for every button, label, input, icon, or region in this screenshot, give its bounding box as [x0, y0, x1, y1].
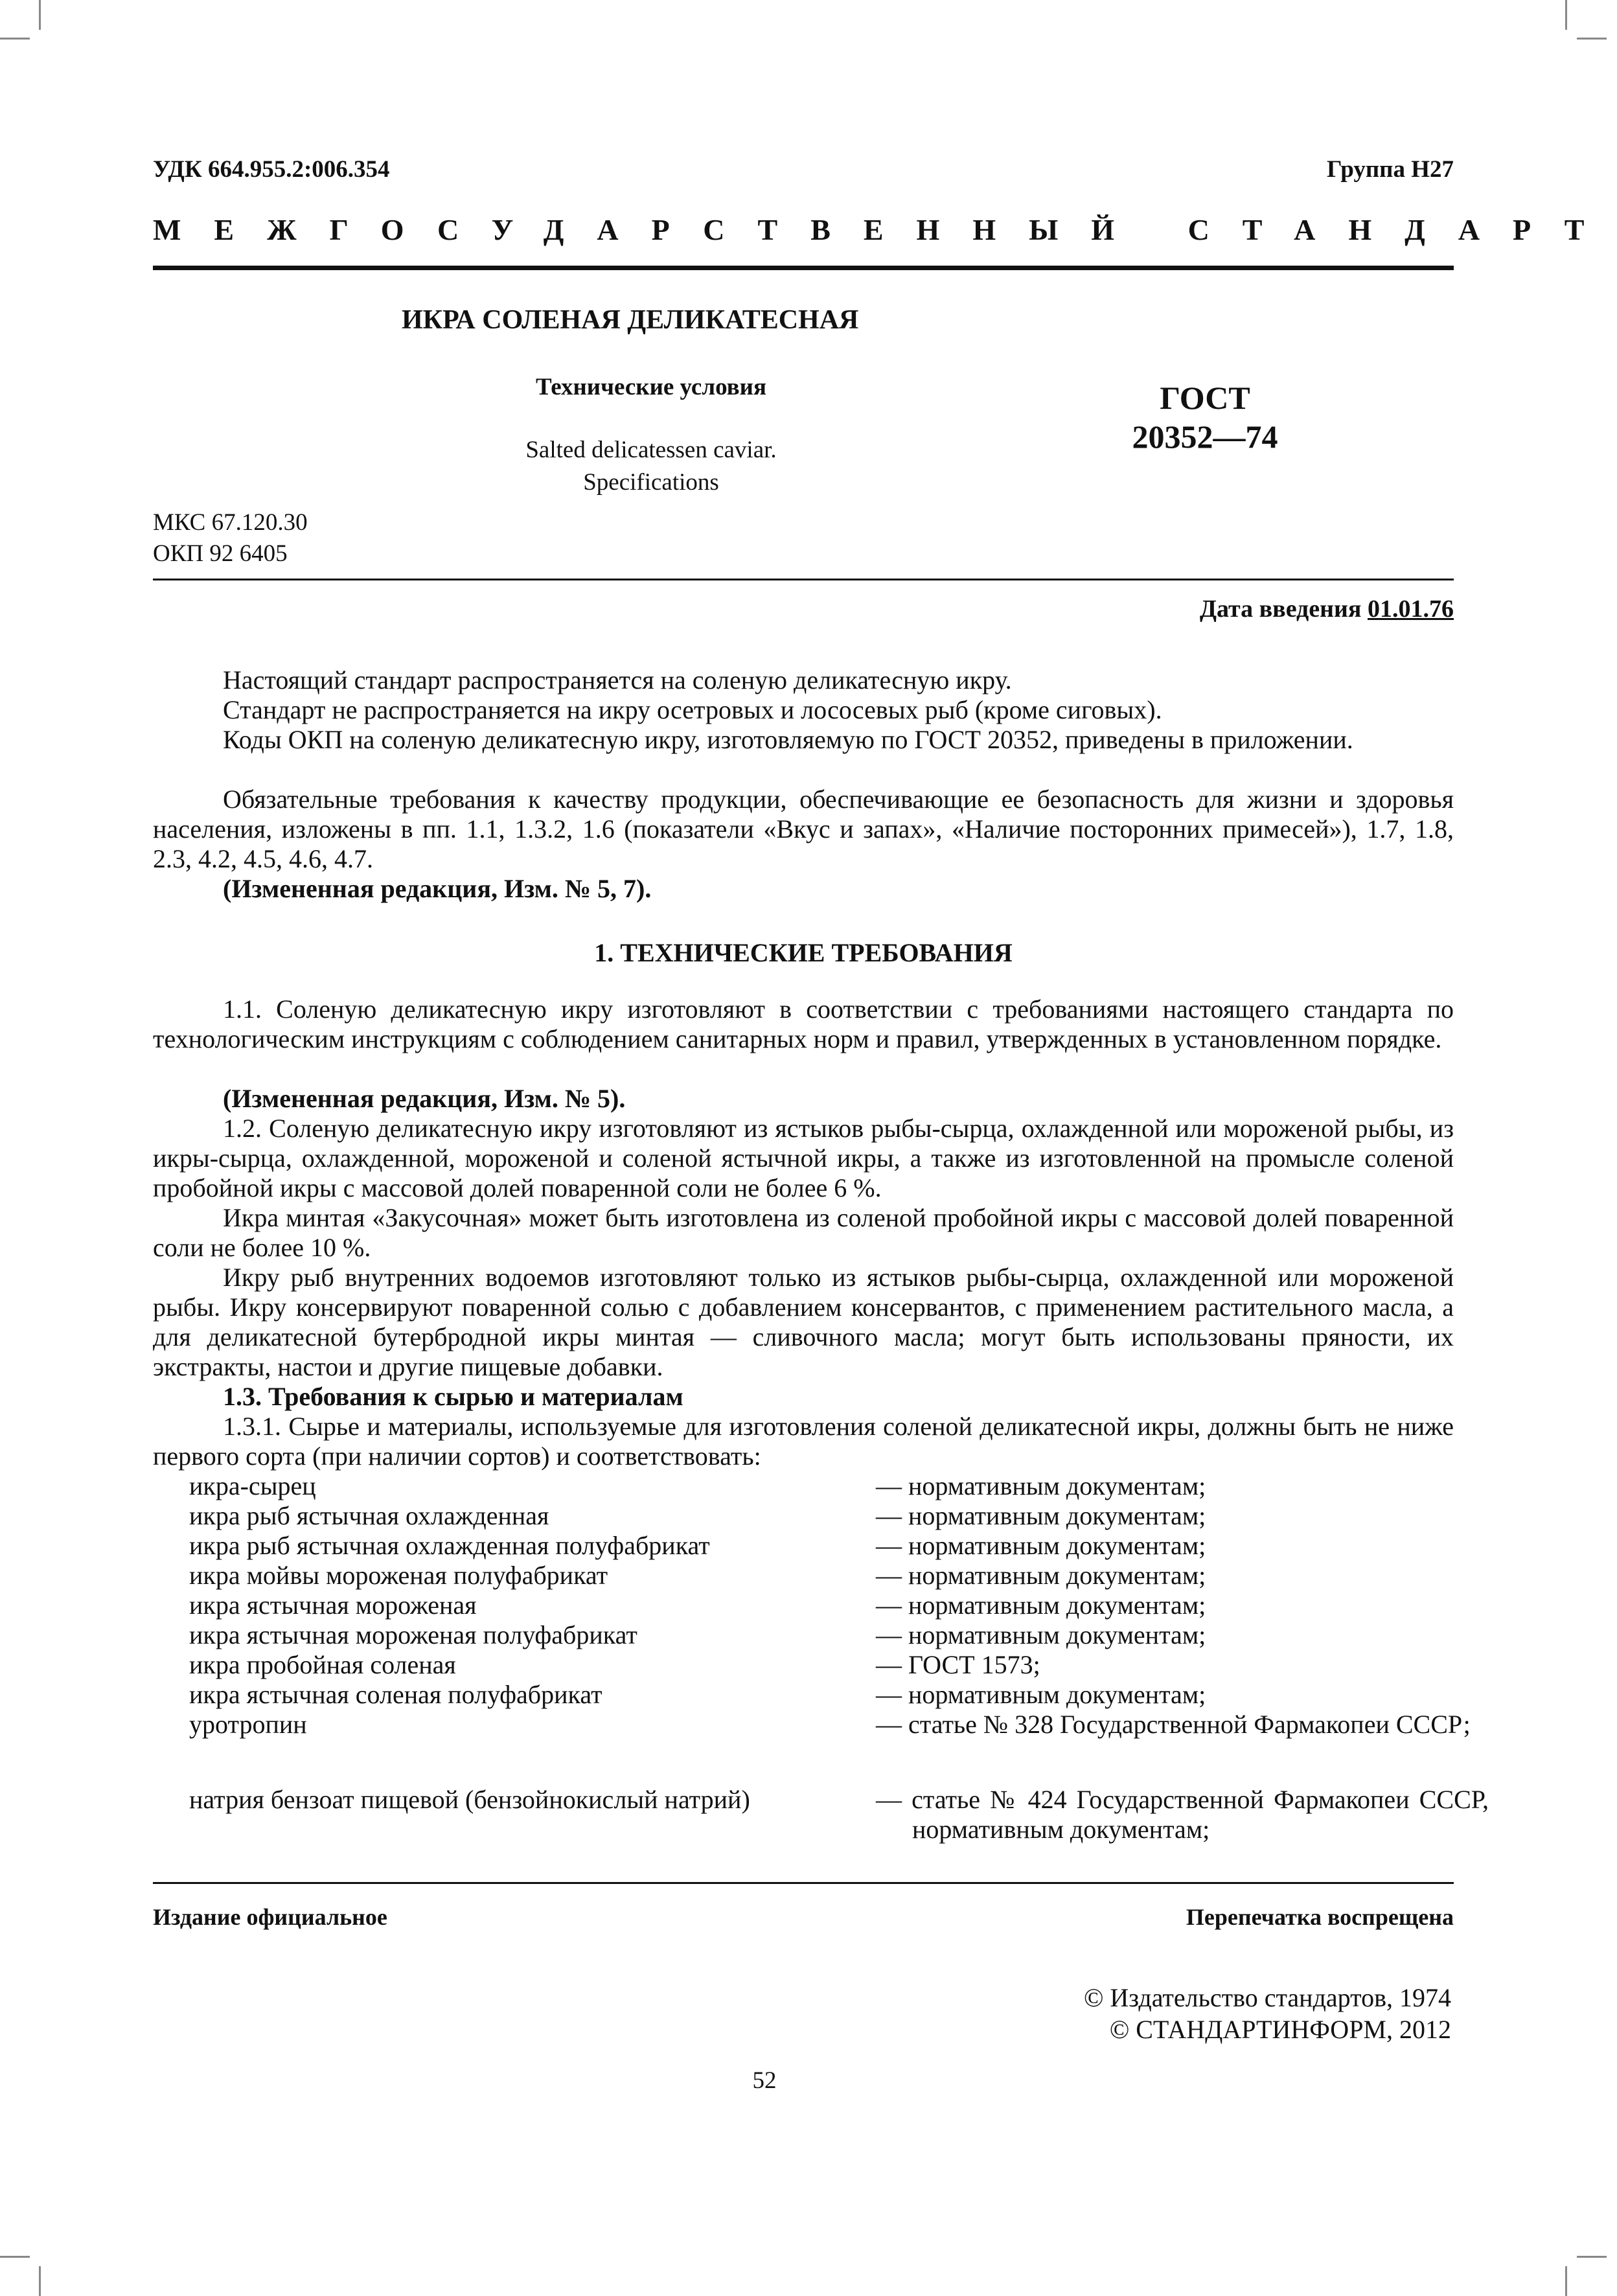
okp-code: ОКП 92 6405 — [153, 540, 288, 567]
english-title-line1: Salted delicatessen caviar. — [525, 437, 777, 463]
header-rule — [153, 266, 1454, 270]
intro-paragraph: Настоящий стандарт распространяется на соленую деликатесную икру. — [223, 665, 1012, 695]
clause-1-1: 1.1. Соленую деликатесную икру изготовляют в соответствии с требованиями настоящего стандарта по технологическим инструкциям с соблюдением санитарных норм и правил, утвержденных в установленном порядке. — [153, 994, 1454, 1053]
material-requirement: — нормативным документам; — [876, 1620, 1206, 1649]
crop-mark — [39, 2266, 41, 2296]
english-title-line2: Specifications — [583, 469, 719, 496]
title-rule — [153, 579, 1454, 580]
page-number: 52 — [752, 2067, 777, 2094]
crop-mark — [1577, 2256, 1607, 2258]
material-name: уротропин — [189, 1710, 307, 1739]
material-requirement: — нормативным документам; — [876, 1501, 1206, 1530]
group-code: Группа Н27 — [1327, 156, 1454, 183]
material-requirement: — нормативным документам; — [876, 1680, 1206, 1709]
gost-number: 20352—74 — [1132, 419, 1278, 455]
material-name: икра мойвы мороженая полуфабрикат — [189, 1561, 608, 1590]
material-name: икра рыб ястычная охлажденная — [189, 1501, 549, 1530]
intro-date — [1200, 595, 1454, 623]
document-subtitle: Технические условия — [536, 374, 766, 400]
crop-mark — [0, 2256, 30, 2258]
intro-paragraph: Обязательные требования к качеству продукции, обеспечивающие ее безопасность для жизни и здоровья населения, изложены в пп. 1.1, 1.3.2, 1.6 (показатели «Вкус и запах», «Наличие посторонних примесей»), 1.7, 1.8, 2.3, 4.2, 4.5, 4.6, 4.7. — [153, 785, 1454, 873]
clause-1-3-1: 1.3.1. Сырье и материалы, используемые для изготовления соленой деликатесной икры, должны быть не ниже первого сорта (при наличии сортов) и соответствовать: — [153, 1412, 1454, 1471]
material-requirement: — ГОСТ 1573; — [876, 1650, 1040, 1679]
material-requirement: — нормативным документам; — [876, 1590, 1206, 1620]
intro-paragraph: Коды ОКП на соленую деликатесную икру, изготовляемую по ГОСТ 20352, приведены в приложении. — [223, 725, 1353, 754]
material-name: икра ястычная мороженая полуфабрикат — [189, 1620, 637, 1649]
material-name: натрия бензоат пищевой (бензойнокислый натрий) — [189, 1785, 750, 1814]
gost-label: ГОСТ — [1160, 380, 1250, 416]
intro-date-value: 01.01.76 — [1368, 595, 1454, 623]
material-requirement: — статье № 328 Государственной Фармакопеи СССР; — [876, 1710, 1471, 1739]
material-name: икра пробойная соленая — [189, 1650, 456, 1679]
document-title: ИКРА СОЛЕНАЯ ДЕЛИКАТЕСНАЯ — [402, 305, 859, 335]
material-name: икра ястычная соленая полуфабрикат — [189, 1680, 602, 1709]
footer-rule — [153, 1882, 1454, 1884]
material-name: икра ястычная мороженая — [189, 1590, 477, 1620]
clause-1-2-paragraph: Икру рыб внутренних водоемов изготовляют только из ястыков рыбы-сырца, охлажденной или мороженой рыбы. Икру консервируют поваренной солью с добавлением консервантов, с применением растительного масла, а для деликатесной бутербродной икры минтая — сливочного масла; могут быть использованы пряности, их экстракты, настои и другие пищевые добавки. — [153, 1263, 1454, 1381]
material-requirement: — статье № 424 Государственной Фармакопеи СССР, нормативным документам; — [876, 1785, 1489, 1844]
crop-mark — [1565, 0, 1567, 30]
udk-code: УДК 664.955.2:006.354 — [153, 156, 390, 183]
crop-mark — [39, 0, 41, 30]
amendment-note: (Измененная редакция, Изм. № 5). — [223, 1084, 626, 1113]
crop-mark — [0, 38, 30, 40]
copyright-line: © Издательство стандартов, 1974 — [1083, 1983, 1451, 2012]
material-name: икра рыб ястычная охлажденная полуфабрикат — [189, 1531, 710, 1560]
crop-mark — [1577, 38, 1607, 40]
material-requirement: — нормативным документам; — [876, 1471, 1206, 1500]
crop-mark — [1565, 2266, 1567, 2296]
section-title: 1. ТЕХНИЧЕСКИЕ ТРЕБОВАНИЯ — [594, 938, 1013, 967]
mks-code: МКС 67.120.30 — [153, 509, 308, 536]
clause-1-2-paragraph: Икра минтая «Закусочная» может быть изготовлена из соленой пробойной икры с массовой долей поваренной соли не более 10 %. — [153, 1203, 1454, 1262]
material-name: икра-сырец — [189, 1471, 316, 1500]
amendment-note: (Измененная редакция, Изм. № 5, 7). — [223, 874, 652, 903]
copyright-line: © СТАНДАРТИНФОРМ, 2012 — [1109, 2015, 1451, 2044]
material-requirement: — нормативным документам; — [876, 1531, 1206, 1560]
reprint-prohibited-label: Перепечатка воспрещена — [1186, 1904, 1454, 1930]
intro-paragraph: Стандарт не распространяется на икру осетровых и лососевых рыб (кроме сиговых). — [223, 695, 1162, 724]
interstate-standard-label: МЕЖГОСУДАРСТВЕННЫЙ СТАНДАРТ — [153, 213, 1617, 246]
clause-1-3-heading: 1.3. Требования к сырью и материалам — [223, 1382, 683, 1411]
material-requirement: — нормативным документам; — [876, 1561, 1206, 1590]
intro-date-label: Дата введения — [1199, 595, 1362, 623]
official-edition-label: Издание официальное — [153, 1904, 387, 1930]
clause-1-2: 1.2. Соленую деликатесную икру изготовляют из ястыков рыбы-сырца, охлажденной или мороженой рыбы, из икры-сырца, охлажденной, мороженой и соленой ястычной икры, а также из изготовленной на промысле соленой пробойной икры с массовой долей поваренной соли не более 6 %. — [153, 1114, 1454, 1202]
